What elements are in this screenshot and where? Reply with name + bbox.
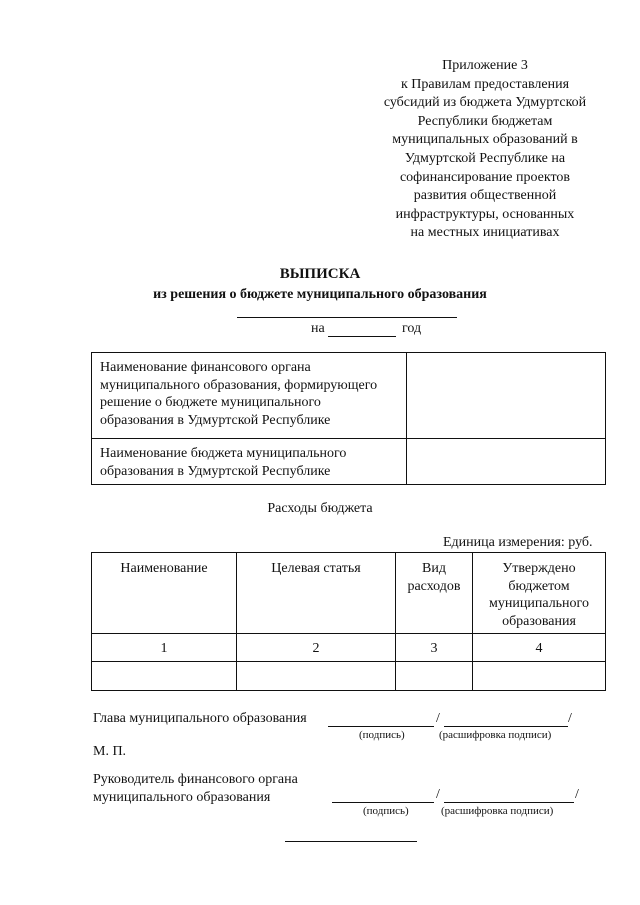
bottom-separator-line — [285, 841, 417, 842]
head-signature-line — [328, 726, 434, 727]
appendix-line: к Правилам предоставления — [400, 76, 570, 92]
document-title: ВЫПИСКА — [279, 266, 361, 282]
head-sign-caption: (подпись) — [359, 729, 405, 741]
municipality-name-line — [237, 317, 457, 318]
label-line: Руководитель финансового органа — [93, 772, 298, 787]
budget-info-table — [91, 352, 606, 485]
finance-decode-line — [444, 802, 574, 803]
slash: / — [436, 787, 440, 802]
cell-line: образования в Удмуртской Республике — [100, 412, 331, 428]
empty-cell — [396, 662, 473, 691]
slash: / — [568, 711, 572, 726]
year-prefix: на — [311, 321, 325, 336]
cell-line: образования в Удмуртской Республике — [100, 463, 331, 479]
appendix-line: муниципальных образований в — [392, 132, 578, 148]
header-name: Наименование — [92, 553, 237, 634]
expenses-title: Расходы бюджета — [267, 501, 373, 516]
appendix-line: Республики бюджетам — [417, 113, 553, 129]
cell-line: образования — [502, 613, 576, 629]
column-number: 1 — [92, 634, 237, 662]
cell-line: Вид — [422, 561, 446, 576]
cell-line: бюджетом — [508, 578, 570, 594]
budget-name-value-cell — [407, 439, 606, 485]
cell-line: Наименование финансового органа — [100, 360, 311, 375]
column-number: 3 — [396, 634, 473, 662]
empty-cell — [237, 662, 396, 691]
budget-name-label-cell — [92, 439, 407, 485]
header-target-article: Целевая статья — [237, 553, 396, 634]
header-expense-type — [396, 553, 473, 634]
finance-signature-line — [332, 802, 434, 803]
column-number: 2 — [237, 634, 396, 662]
expenses-table — [91, 552, 606, 691]
head-decode-line — [444, 726, 568, 727]
cell-line: Утверждено — [502, 561, 576, 576]
header-approved — [473, 553, 606, 634]
appendix-block — [365, 57, 605, 243]
document-subtitle: из решения о бюджете муниципального образования — [153, 287, 487, 302]
appendix-line: инфраструктуры, основанных — [395, 206, 575, 222]
column-number: 4 — [473, 634, 606, 662]
head-signature-label: Глава муниципального образования — [93, 711, 307, 726]
empty-cell — [92, 662, 237, 691]
cell-line: Наименование бюджета муниципального — [100, 446, 347, 461]
appendix-line: Приложение 3 — [442, 58, 528, 73]
finance-signature-label — [93, 771, 298, 806]
finance-sign-caption: (подпись) — [363, 805, 409, 817]
appendix-line: Удмуртской Республике на — [404, 150, 566, 166]
appendix-line: развития общественной — [413, 188, 557, 204]
year-suffix: год — [402, 321, 422, 336]
cell-line: муниципального образования, формирующего — [100, 377, 378, 393]
year-blank-line — [328, 336, 396, 337]
appendix-line: субсидий из бюджета Удмуртской — [383, 95, 587, 111]
empty-cell — [473, 662, 606, 691]
finance-decode-caption: (расшифровка подписи) — [441, 805, 554, 817]
finance-body-value-cell — [407, 353, 606, 439]
finance-body-label-cell — [92, 353, 407, 439]
label-line: муниципального образования — [93, 789, 271, 805]
cell-line: решение о бюджете муниципального — [100, 395, 321, 410]
slash: / — [575, 787, 579, 802]
appendix-line: софинансирование проектов — [399, 169, 571, 185]
cell-line: расходов — [407, 578, 461, 594]
appendix-line: на местных инициативах — [410, 225, 560, 241]
stamp-place: М. П. — [93, 744, 127, 759]
head-decode-caption: (расшифровка подписи) — [439, 729, 552, 741]
slash: / — [436, 711, 440, 726]
cell-line: муниципального — [489, 596, 589, 611]
unit-label: Единица измерения: руб. — [443, 535, 593, 550]
